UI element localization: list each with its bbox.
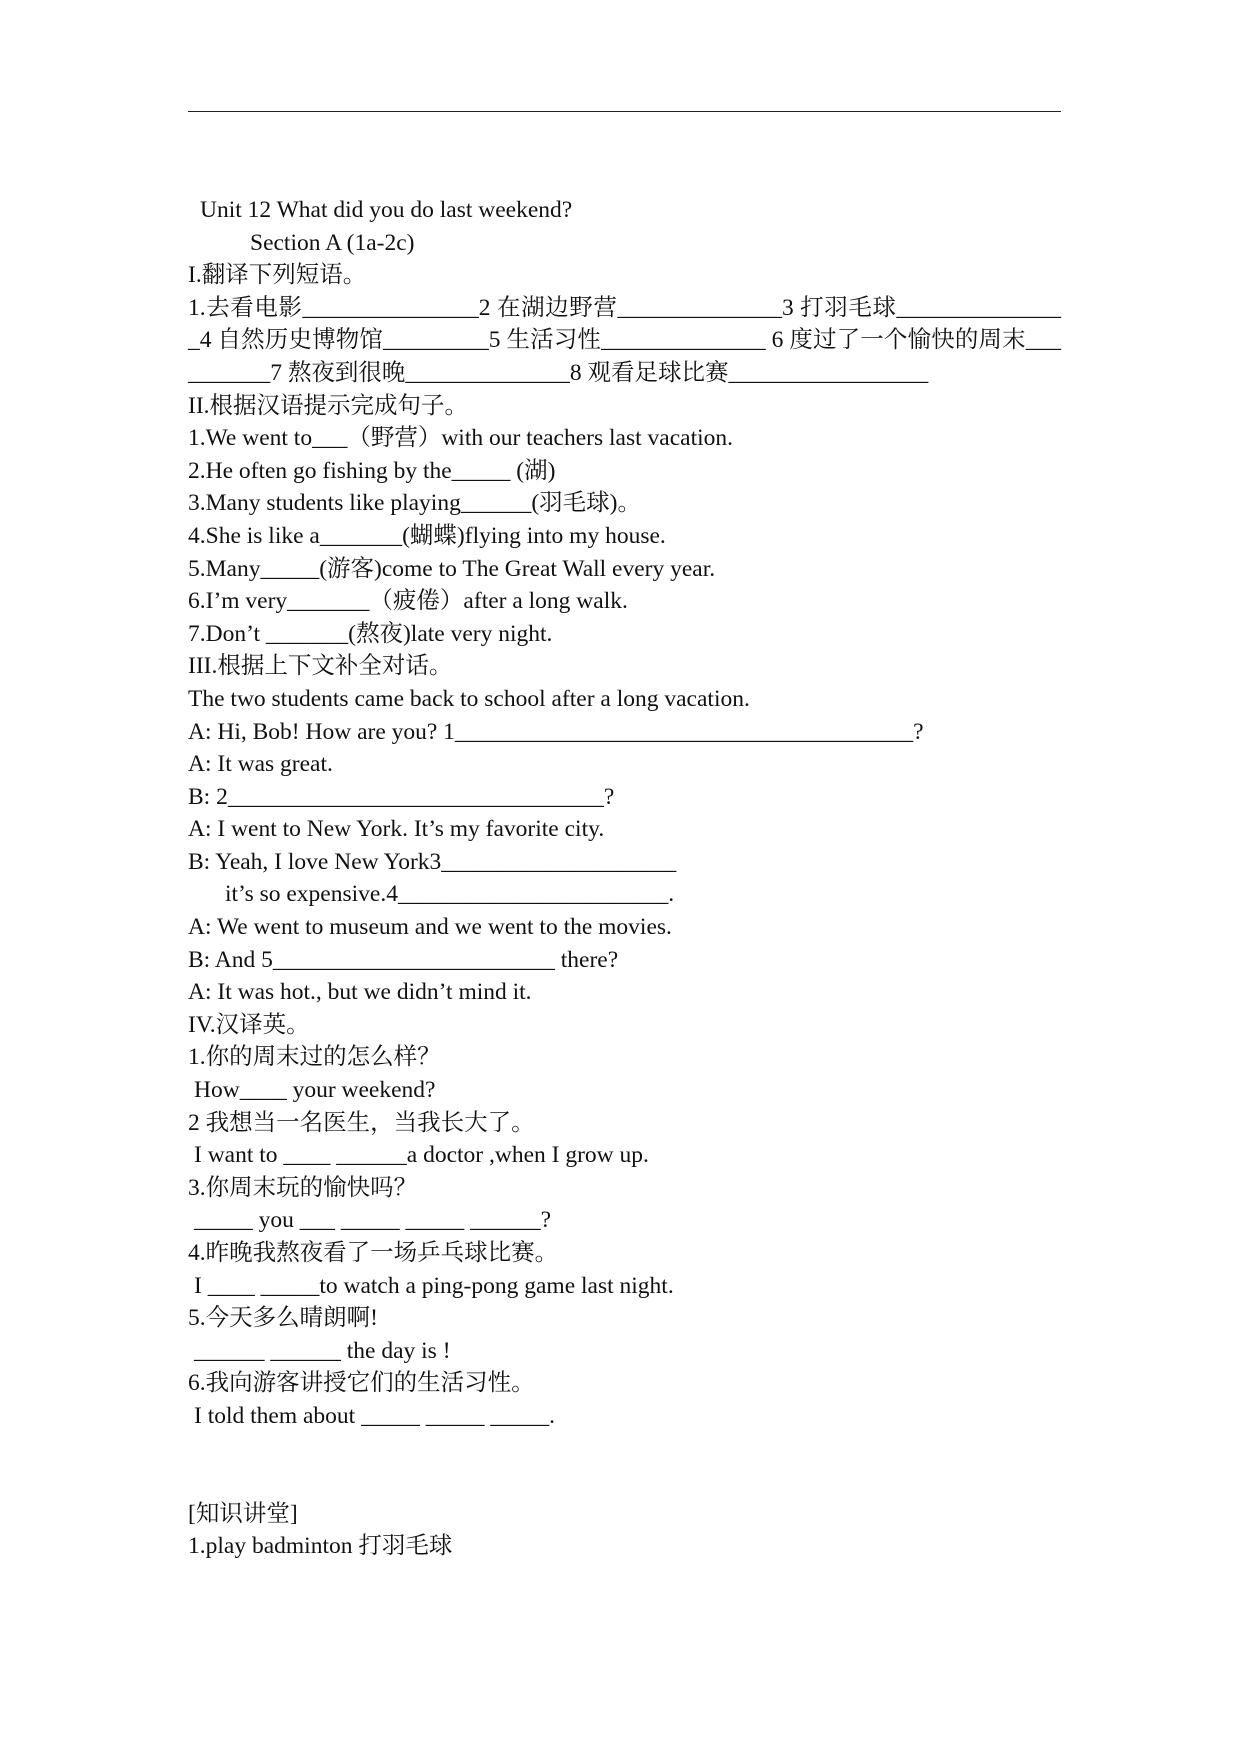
part4-chinese: 6.我向游客讲授它们的生活习性。 [188, 1370, 535, 1397]
part4-chinese: 1.你的周末过的怎么样？ [188, 1044, 441, 1071]
dialog-line: A: Hi, Bob! How are you? 1_______________________________________? [188, 718, 924, 745]
part4-english: I ____ _____to watch a ping-pong game last night. [194, 1272, 674, 1299]
part3-intro: The two students came back to school after a long vacation. [188, 685, 750, 712]
dialog-line: A: I went to New York. It’s my favorite city. [188, 816, 605, 843]
part4-english: I want to ____ ______a doctor ,when I grow up. [194, 1142, 649, 1169]
dialog-line: B: 2________________________________? [188, 783, 615, 810]
dialog-line: B: And 5________________________ there? [188, 946, 619, 973]
part4-chinese: 5.今天多么晴朗啊! [188, 1305, 378, 1332]
part1-phrases: 1.去看电影_______________2 在湖边野营______________3 打羽毛球_______________4 自然历史博物馆_________5 生活习性______________ 6 度过了一个愉快的周末__________7 熬夜到很晚______________8 观看足球比赛_________________ [188, 294, 1061, 386]
part2-heading: II.根据汉语提示完成句子。 [188, 392, 469, 419]
dialog-line: A: We went to museum and we went to the movies. [188, 914, 672, 941]
header-rule [188, 111, 1061, 112]
part4-chinese: 4.昨晚我熬夜看了一场乒乓球比赛。 [188, 1240, 559, 1266]
part4-english: How____ your weekend? [194, 1077, 436, 1104]
notes-heading: [知识讲堂] [188, 1500, 298, 1527]
dialog-line: A: It was hot., but we didn’t mind it. [188, 979, 532, 1006]
worksheet [188, 194, 1061, 1563]
part2-item: 5.Many_____(游客)come to The Great Wall every year. [188, 555, 716, 582]
part3-heading: III.根据上下文补全对话。 [188, 653, 453, 680]
section-title: Section A (1a-2c) [250, 229, 415, 256]
part4-chinese: 3.你周末玩的愉快吗？ [188, 1174, 418, 1201]
notes-item: 1.play badminton 打羽毛球 [188, 1533, 453, 1560]
part1-heading: I.翻译下列短语。 [188, 262, 367, 289]
part2-item: 7.Don’t _______(熬夜)late very night. [188, 620, 553, 647]
part4-chinese: 2 我想当一名医生，当我长大了。 [188, 1109, 535, 1136]
part4-english: I told them about _____ _____ _____. [194, 1402, 555, 1429]
spacer [188, 1433, 1061, 1498]
part4-english: _____ you ___ _____ _____ ______? [194, 1207, 552, 1234]
part4-english: ______ ______ the day is ! [194, 1337, 451, 1364]
part2-item: 3.Many students like playing______(羽毛球)。 [188, 490, 641, 517]
part4-heading: IV.汉译英。 [188, 1011, 310, 1038]
dialog-line: B: Yeah, I love New York3____________________ [188, 848, 677, 875]
dialog-line: A: It was great. [188, 751, 333, 778]
unit-title: Unit 12 What did you do last weekend? [200, 197, 573, 223]
part2-item: 6.I’m very_______（疲倦）after a long walk. [188, 588, 628, 615]
part2-item: 4.She is like a_______(蝴蝶)flying into my house. [188, 522, 666, 549]
part2-item: 1.We went to___（野营）with our teachers last vacation. [188, 425, 733, 452]
part2-item: 2.He often go fishing by the_____ (湖) [188, 457, 556, 484]
dialog-line: it’s so expensive.4_______________________. [225, 881, 675, 908]
